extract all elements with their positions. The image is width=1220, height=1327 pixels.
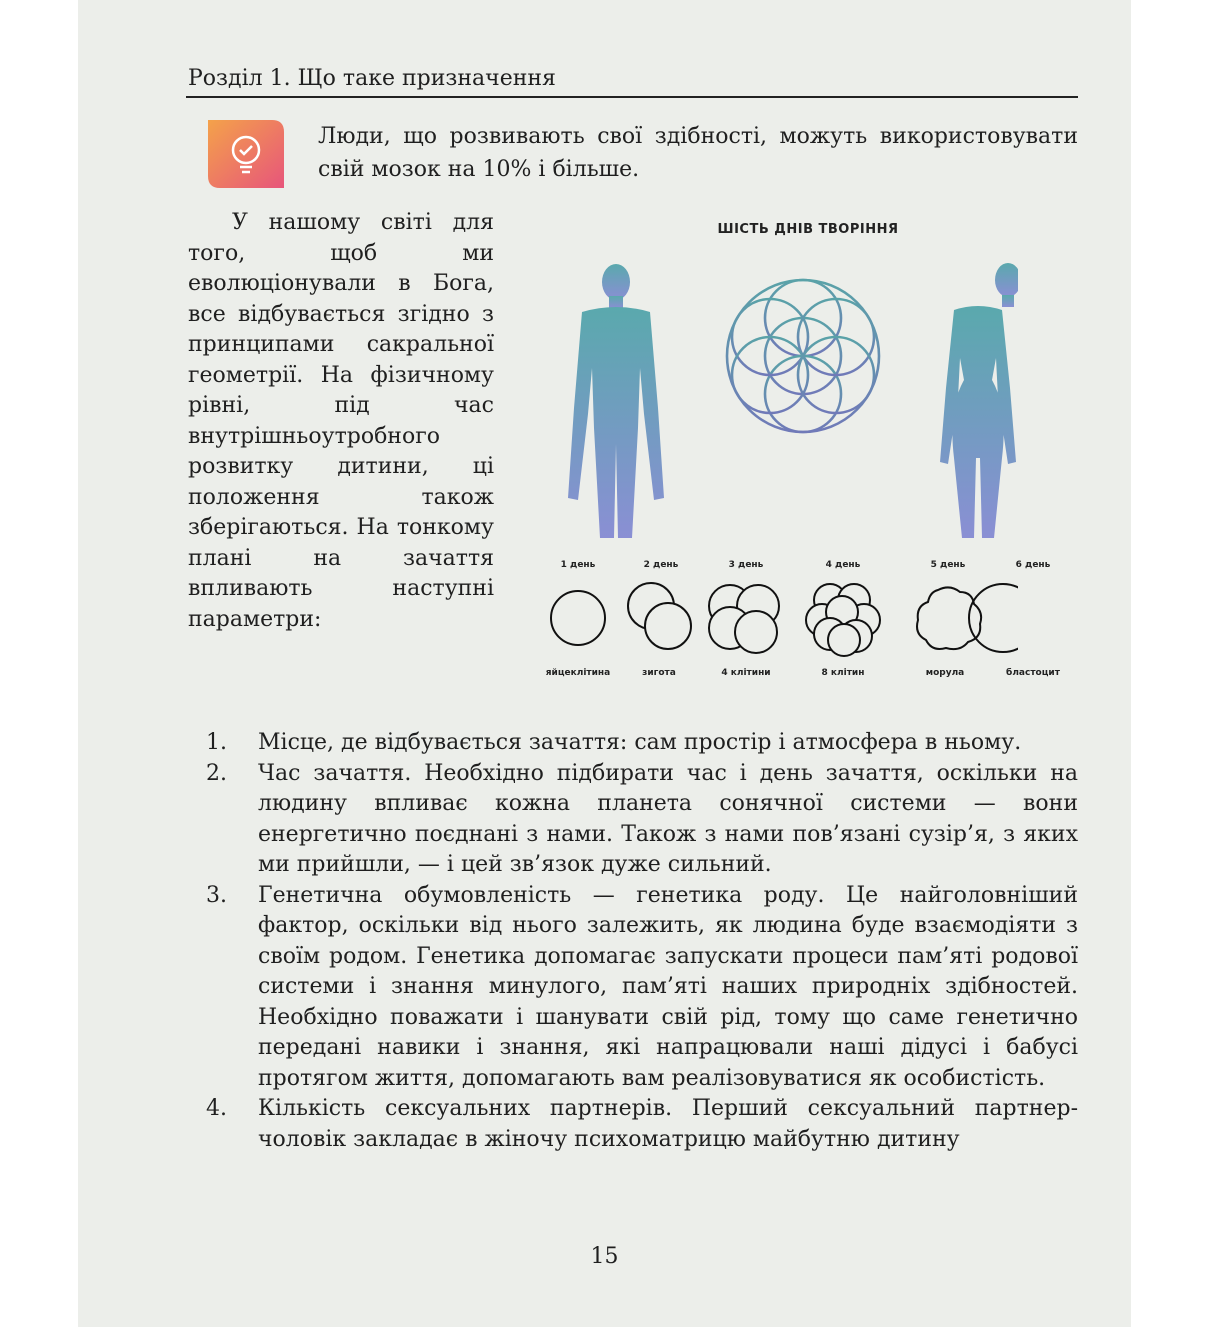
female-silhouette-icon: [940, 263, 1018, 538]
cell-day3: [709, 585, 779, 653]
day-label: 2 день: [643, 560, 679, 570]
cell-day4: [806, 584, 880, 656]
cell-label: 4 клітини: [721, 668, 771, 678]
book-page: [78, 0, 1131, 1327]
lightbulb-icon: [208, 120, 284, 188]
cell-day2: [628, 583, 691, 649]
day-label: 5 день: [930, 560, 966, 570]
tip-text: Люди, що розвивають свої здібності, можуть використовувати свій мозок на 10% і більше.: [318, 124, 1078, 182]
day-label: 6 день: [1015, 560, 1051, 570]
cell-day1: [551, 591, 605, 645]
day-label: 1 день: [560, 560, 596, 570]
figure-six-days: [458, 208, 1060, 698]
list-text: Генетична обумовленість — генетика роду. Це найголовніший фактор, оскільки від нього залежить, як людина буде взаємодіяти з своїм родом. Генетика допомагає запускати процеси пам’яті родової системи і знання минулого, пам’яті наших природніх здібностей. Необхідно поважати і шанувати свій рід, тому що саме генетично передані навики і знання, які напрацювали наші дідусі і бабусі протягом життя, допомагають вам реалізовуватися як особистість.: [258, 882, 1078, 1091]
flower-of-life-icon: [727, 280, 879, 432]
day-label: 3 день: [728, 560, 764, 570]
cell-day6: [969, 584, 1018, 652]
list-number: 4.: [206, 1096, 227, 1121]
cell-label: бластоцит: [1006, 668, 1060, 678]
list-item: [206, 881, 1078, 1095]
page-number: 15: [590, 1244, 619, 1269]
cell-label: 8 клітин: [821, 668, 865, 678]
parameter-list: [206, 728, 1078, 1155]
day-label: 4 день: [825, 560, 861, 570]
list-text: Час зачаття. Необхідно підбирати час і день зачаття, оскільки на людину впливає кожна планета сонячної системи — вони енергетично поєднані з нами. Також з нами пов’язані сузір’я, з яких ми прийшли, — і цей зв’язок дуже сильний.: [258, 760, 1078, 877]
list-item: [206, 728, 1078, 759]
figure-title: ШІСТЬ ДНІВ ТВОРІННЯ: [717, 222, 899, 237]
male-silhouette-icon: [568, 264, 664, 538]
cell-day5: [917, 587, 981, 649]
figure-graphics: [458, 208, 1018, 698]
list-item: [206, 1094, 1078, 1155]
intro-paragraph: У нашому світі для того, щоб ми еволюціонували в Бога, все відбувається згідно з принципами сакральної геометрії. На фізичному рівні, під час внутрішньоутробного розвитку дитини, ці положення також зберігаються. На тонкому плані на зачаття впливають наступні параметри:: [188, 210, 494, 632]
cell-label: яйцеклітина: [545, 668, 611, 678]
cell-label: зигота: [642, 668, 676, 678]
list-number: 1.: [206, 730, 227, 755]
chapter-header: Розділ 1. Що таке призначення: [188, 66, 556, 91]
header-rule: [186, 96, 1078, 98]
cell-label: морула: [925, 668, 965, 678]
list-item: [206, 759, 1078, 881]
list-text: Місце, де відбувається зачаття: сам простір і атмосфера в ньому.: [258, 730, 1022, 755]
list-text: Кількість сексуальних партнерів. Перший сексуальний партнер-чоловік закладає в жіночу психоматрицю майбутню дитину: [258, 1096, 1078, 1152]
list-number: 2.: [206, 760, 227, 786]
list-number: 3.: [206, 882, 227, 908]
